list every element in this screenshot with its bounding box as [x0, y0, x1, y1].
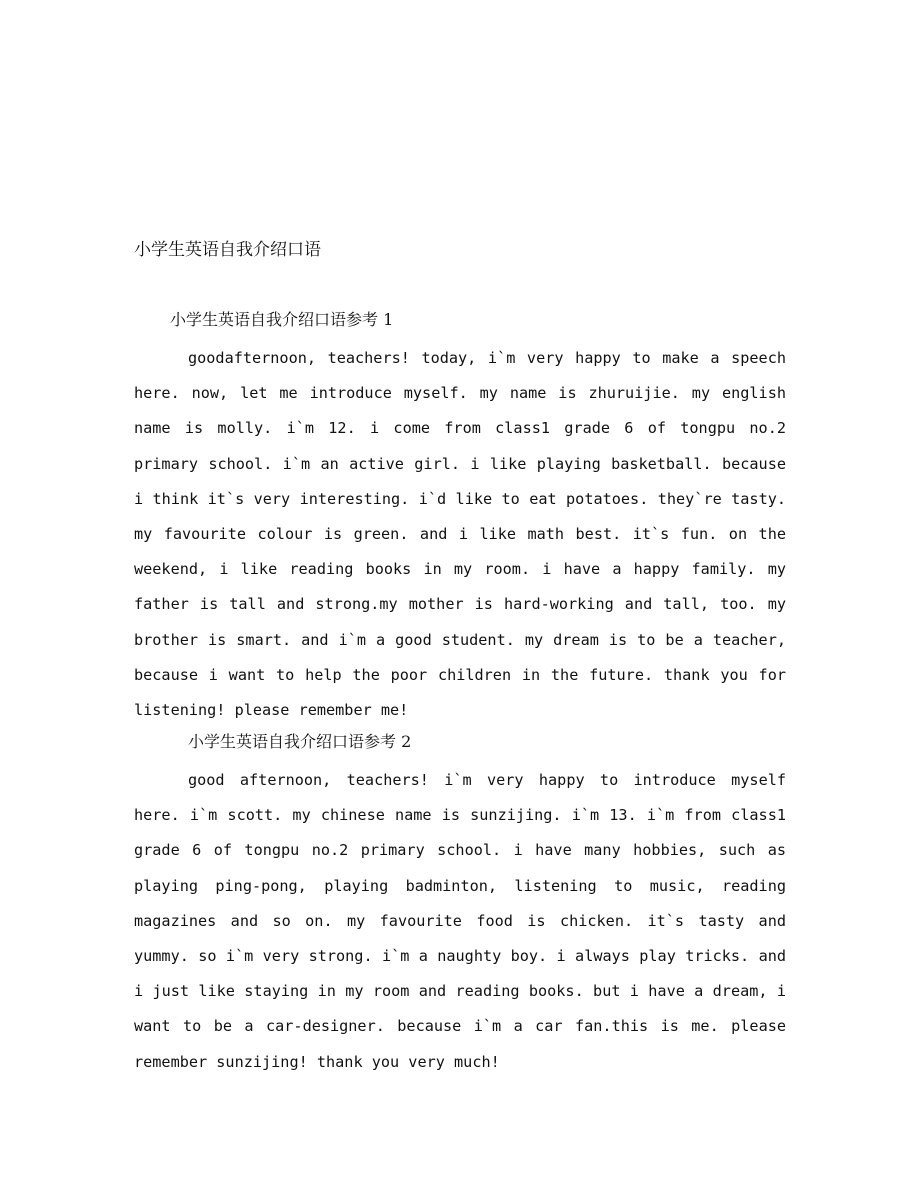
document-title: 小学生英语自我介绍口语	[134, 240, 321, 260]
section-paragraph-2: good afternoon, teachers! i`m very happy to introduce myself here. i`m scott. my chinese name is sunzijing. i`m 13. i`m from class1 grade 6 of tongpu no.2 primary school. i have many hobbies, such as playing ping-pong, playing badminton, listening to music, reading magazines and so on. my favourite food is chicken. it`s tasty and yummy. so i`m very strong. i`m a naughty boy. i always play tricks. and i just like staying in my room and reading books. but i have a dream, i want to be a car-designer. because i`m a car fan.this is me. please remember sunzijing! thank you very much!	[134, 771, 786, 1071]
section-heading-1: 小学生英语自我介绍口语参考 1	[170, 310, 394, 329]
section-heading-2: 小学生英语自我介绍口语参考 2	[188, 732, 412, 751]
section-paragraph-1: goodafternoon, teachers! today, i`m very happy to make a speech here. now, let me introduce myself. my name is zhuruijie. my english name is molly. i`m 12. i come from class1 grade 6 of tongpu no.2 primary school. i`m an active girl. i like playing basketball. because i think it`s very interesting. i`d like to eat potatoes. they`re tasty. my favourite colour is green. and i like math best. it`s fun. on the weekend, i like reading books in my room. i have a happy family. my father is tall and strong.my mother is hard-working and tall, too. my brother is smart. and i`m a good student. my dream is to be a teacher, because i want to help the poor children in the future. thank you for listening! please remember me!	[134, 349, 786, 720]
